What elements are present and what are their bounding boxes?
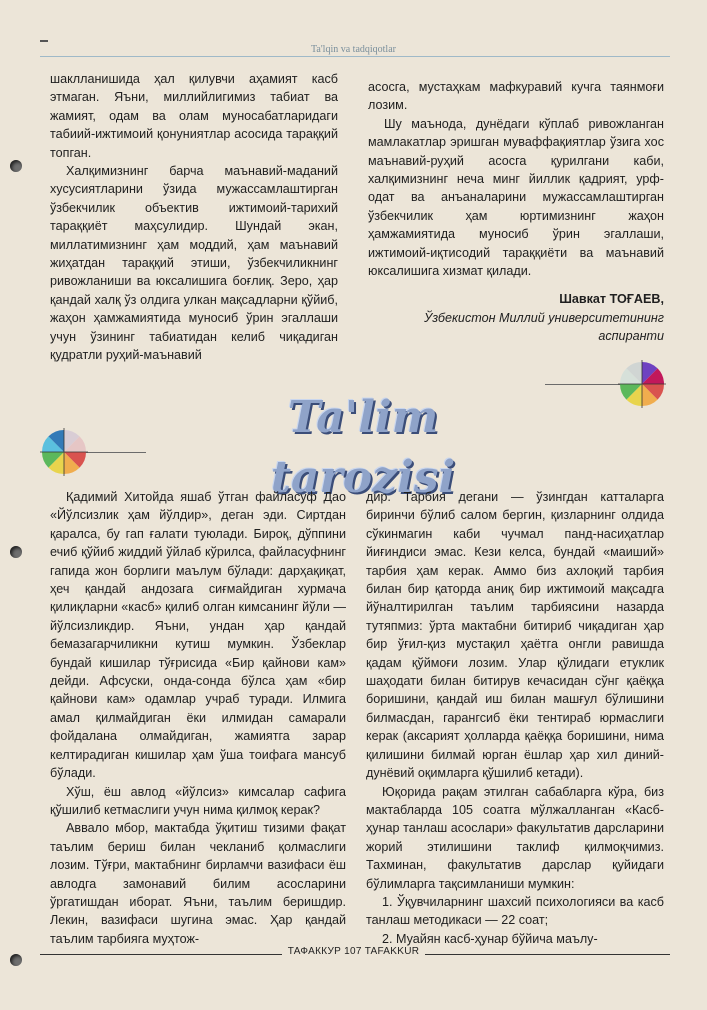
paragraph: дир. Тарбия дегани — ўзингдан катталарга биринчи бўлиб салом бергин, қизларнинг олдида сўкинмагин каби чучмал панд-насиҳатлар йиғиндиси эмас. Кези келса, бундай «маиший» тарбия ҳам керак. Аммо биз ахлоқий тарбия билан бир қаторда аниқ бир ижтимоий мақсадга йўналтирилган таълим тарбиясини назарда тутяпмиз: ўрта мактабни битириб чиқадиган ҳар бир ўғил-қиз мустақил ҳаётга онгли равишда қадам қўймоғи лозим. Улар қўлидаги етуклик шаҳодати билан битирув кечасидан сўнг қаёққа боришини, қандай иш билан машғул бўлишини билмасдан, гарангсиб ёки тентираб юрмаслиги керак (аксарият ҳолларда қаёққа боришини, нима қилишини билмай юрган ёшлар ҳар хил диний-дунёвий оқимларга қўшилиб кетади). [366, 490, 664, 781]
running-header [0, 44, 707, 55]
page-footer [0, 946, 707, 957]
list-item: 1. Ўқувчиларнинг шахсий психологияси ва касб танлаш методикаси — 22 соат; [366, 894, 664, 928]
paragraph: Юқорида рақам этилган сабабларга кўра, биз мактабларда 105 соатга мўлжалланган «Касб-ҳунар танлаш асослари» факультатив дарсларини жорий этилишини таклиф қилмоқчимиз. Тахминан, факультатив дарслар қуйидаги бўлимларга тақсимланиши мумкин: [366, 784, 664, 891]
header-rule [40, 56, 670, 57]
list-item: 2. Муайян касб-ҳунар бўйича маълу- [382, 931, 598, 946]
author-affiliation: Ўзбекистон Миллий университетининг [424, 310, 664, 325]
paragraph: Аввало мбор, мактабда ўқитиш тизими фақат таълим бериш билан чекланиб қолмаслиги лозим. Тўғри, мактабнинг бирламчи вазифаси ёш авлодга замонавий билим асосларини ўргатишдан иборат. Яъни, таълим беришдир. Лекин, вазифаси шугина эмас. Ҳар қандай таълим тарбияга муҳтож- [50, 821, 346, 946]
binding-hole-icon [10, 160, 22, 172]
color-wheel-icon [618, 360, 666, 408]
paragraph: Қадимий Хитойда яшаб ўтган файласуф Дао «Йўлсизлик ҳам йўлдир», деган эди. Сиртдан қаралса, бу гап ғалати туюлади. Бироқ, дўппини ечиб қўйиб жиддий ўйлаб кўрилса, файласуфнинг гапида жон борлиги маълум бўлади: дарҳақиқат, ҳеч қандай андозага сиғмайдиган хурмача қилиқларни «касб» қилиб олган кимсанинг йўли — йўлсизликдир. Яъни, ундан ҳар қандай бемазагарчиликни кутиш мумкин. Ўзбеклар бундай кишилар тўғрисида «Бир қайнови кам» дейди. Афсуски, онда-сонда бўлса ҳам «бир қайнови кам» одамлар учраб туради. Илмига амал қилмайдиган ёки илмидан самарали фойдалана олмайдиган, жамиятга зарар келтирадиган кишилар ҳам ўша тоифага мансуб бўлади. [50, 490, 346, 781]
article-column-top-right [368, 78, 664, 346]
article-column-top-left [50, 70, 338, 365]
section-title: Ta'lim tarozisi [270, 392, 456, 503]
paragraph: шаклланишида ҳал қилувчи аҳамият касб этмаган. Яъни, миллийлигимиз табиат ва жамият, одам ва олам муносабатларидаги табиий-ижтимоий қонуниятлар асосида тараққий топган. [50, 72, 338, 160]
author-affiliation: аспиранти [598, 329, 664, 344]
article-column-bottom-left [50, 488, 346, 948]
corner-mark [40, 40, 48, 42]
article-column-bottom-right [366, 488, 664, 948]
running-header-text: Ta'lqin va tadqiqotlar [305, 44, 402, 55]
binding-hole-icon [10, 546, 22, 558]
paragraph: Халқимизнинг барча маънавий-маданий хусусиятларини ўзида мужассамлаштирган ўзбекчилик объектив ижтимоий-тарихий тараққиёт маҳсулидир. Шундай экан, миллатимизнинг ҳам моддий, ҳам маънавий жиҳатдан тараққий этиши, ўзбекчиликнинг ривожланиши ва юксалишига боғлиқ. Зеро, ҳар қандай халқ ўз олдига улкан мақсадларни қўйиб, жаҳон ҳамжамиятида муносиб ўрин эгаллаши учун ўзининг табиатидан келиб чиқадиган қудратли руҳий-маънавий [50, 164, 338, 363]
paragraph: Шу маънода, дунёдаги кўплаб ривожланган мамлакатлар эришган муваффақиятлар ўзига хос маънавий-руҳий асосга қурилгани каби, халқимизнинг неча минг йиллик қадрият, урф-одат ва анъаналарини мужассамлаштирган ўзбекчилик ҳам юртимизнинг жаҳон ҳамжамиятида муносиб ўрин эгаллаши, ижтимоий-иқтисодий тараққиёти ва маънавий юксалишига хизмат қилади. [368, 116, 664, 279]
divider-line [545, 384, 625, 385]
paragraph: асосга, мустаҳкам мафкуравий кучга таянмоғи лозим. [368, 80, 664, 113]
color-wheel-icon [40, 428, 88, 476]
author-name: Шавкат ТОҒАЕВ, [559, 292, 664, 307]
paragraph: Хўш, ёш авлод «йўлсиз» кимсалар сафига қўшилиб кетмаслиги учун нима қилмоқ керак? [50, 784, 346, 817]
footer-text: ТАФАККУР 107 TAFAKKUR [282, 946, 426, 957]
